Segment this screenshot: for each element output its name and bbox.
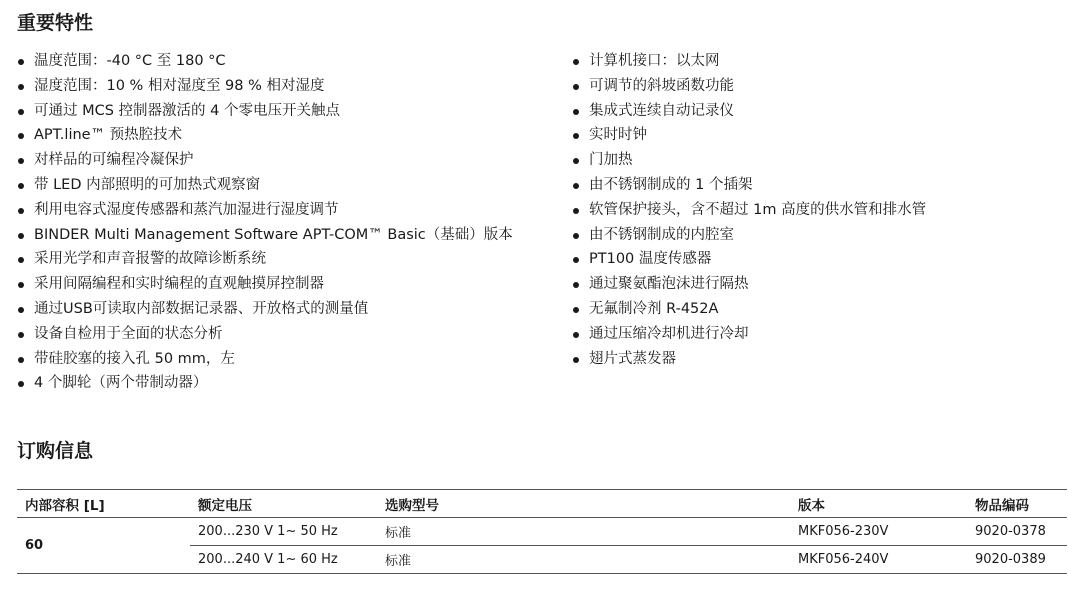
header-code: 物品编码 [967,490,1067,518]
list-item: 门加热 [572,148,1062,173]
list-item: PT100 温度传感器 [572,247,1062,272]
table-row [17,518,1067,546]
voltage-cell: 200...230 V 1~ 50 Hz [190,518,377,546]
list-item: 湿度范围：10 % 相对湿度至 98 % 相对湿度 [17,74,557,99]
header-version: 版本 [790,490,967,518]
list-item: 通过压缩冷却机进行冷却 [572,322,1062,347]
header-capacity: 内部容积 [L] [17,490,190,518]
list-item: 对样品的可编程冷凝保护 [17,148,557,173]
capacity-cell: 60 [17,518,190,574]
list-item: 带硅胶塞的接入孔 50 mm，左 [17,347,557,372]
list-item: 采用间隔编程和实时编程的直观触摸屏控制器 [17,272,557,297]
code-cell: 9020-0378 [967,518,1067,546]
table-header-row [17,490,1067,518]
list-item: 通过USB可读取内部数据记录器、开放格式的测量值 [17,297,557,322]
list-item: 带 LED 内部照明的可加热式观察窗 [17,173,557,198]
list-item: 采用光学和声音报警的故障诊断系统 [17,247,557,272]
model-cell: 标准 [377,518,790,546]
order-table [17,489,1067,574]
list-item: 计算机接口：以太网 [572,49,1062,74]
list-item: 翅片式蒸发器 [572,347,1062,372]
model-cell: 标准 [377,546,790,574]
list-item: 软管保护接头，含不超过 1m 高度的供水管和排水管 [572,198,1062,223]
voltage-cell: 200...240 V 1~ 60 Hz [190,546,377,574]
version-cell: MKF056-230V [790,518,967,546]
list-item: 可调节的斜坡函数功能 [572,74,1062,99]
list-item: 利用电容式湿度传感器和蒸汽加湿进行湿度调节 [17,198,557,223]
header-model: 选购型号 [377,490,790,518]
features-heading: 重要特性 [17,12,94,34]
list-item: 实时时钟 [572,123,1062,148]
list-item: 由不锈钢制成的 1 个插架 [572,173,1062,198]
features-list-left [17,49,557,396]
list-item: 温度范围：-40 °C 至 180 °C [17,49,557,74]
list-item: 无氟制冷剂 R-452A [572,297,1062,322]
features-list-right [572,49,1062,371]
order-heading: 订购信息 [17,440,94,462]
list-item: 集成式连续自动记录仪 [572,99,1062,124]
version-cell: MKF056-240V [790,546,967,574]
list-item: 4 个脚轮（两个带制动器） [17,371,557,396]
list-item: BINDER Multi Management Software APT-COM™ Basic（基础）版本 [17,223,557,248]
list-item: 通过聚氨酯泡沫进行隔热 [572,272,1062,297]
header-voltage: 额定电压 [190,490,377,518]
list-item: APT.line™ 预热腔技术 [17,123,557,148]
list-item: 设备自检用于全面的状态分析 [17,322,557,347]
list-item: 由不锈钢制成的内腔室 [572,223,1062,248]
code-cell: 9020-0389 [967,546,1067,574]
list-item: 可通过 MCS 控制器激活的 4 个零电压开关触点 [17,99,557,124]
